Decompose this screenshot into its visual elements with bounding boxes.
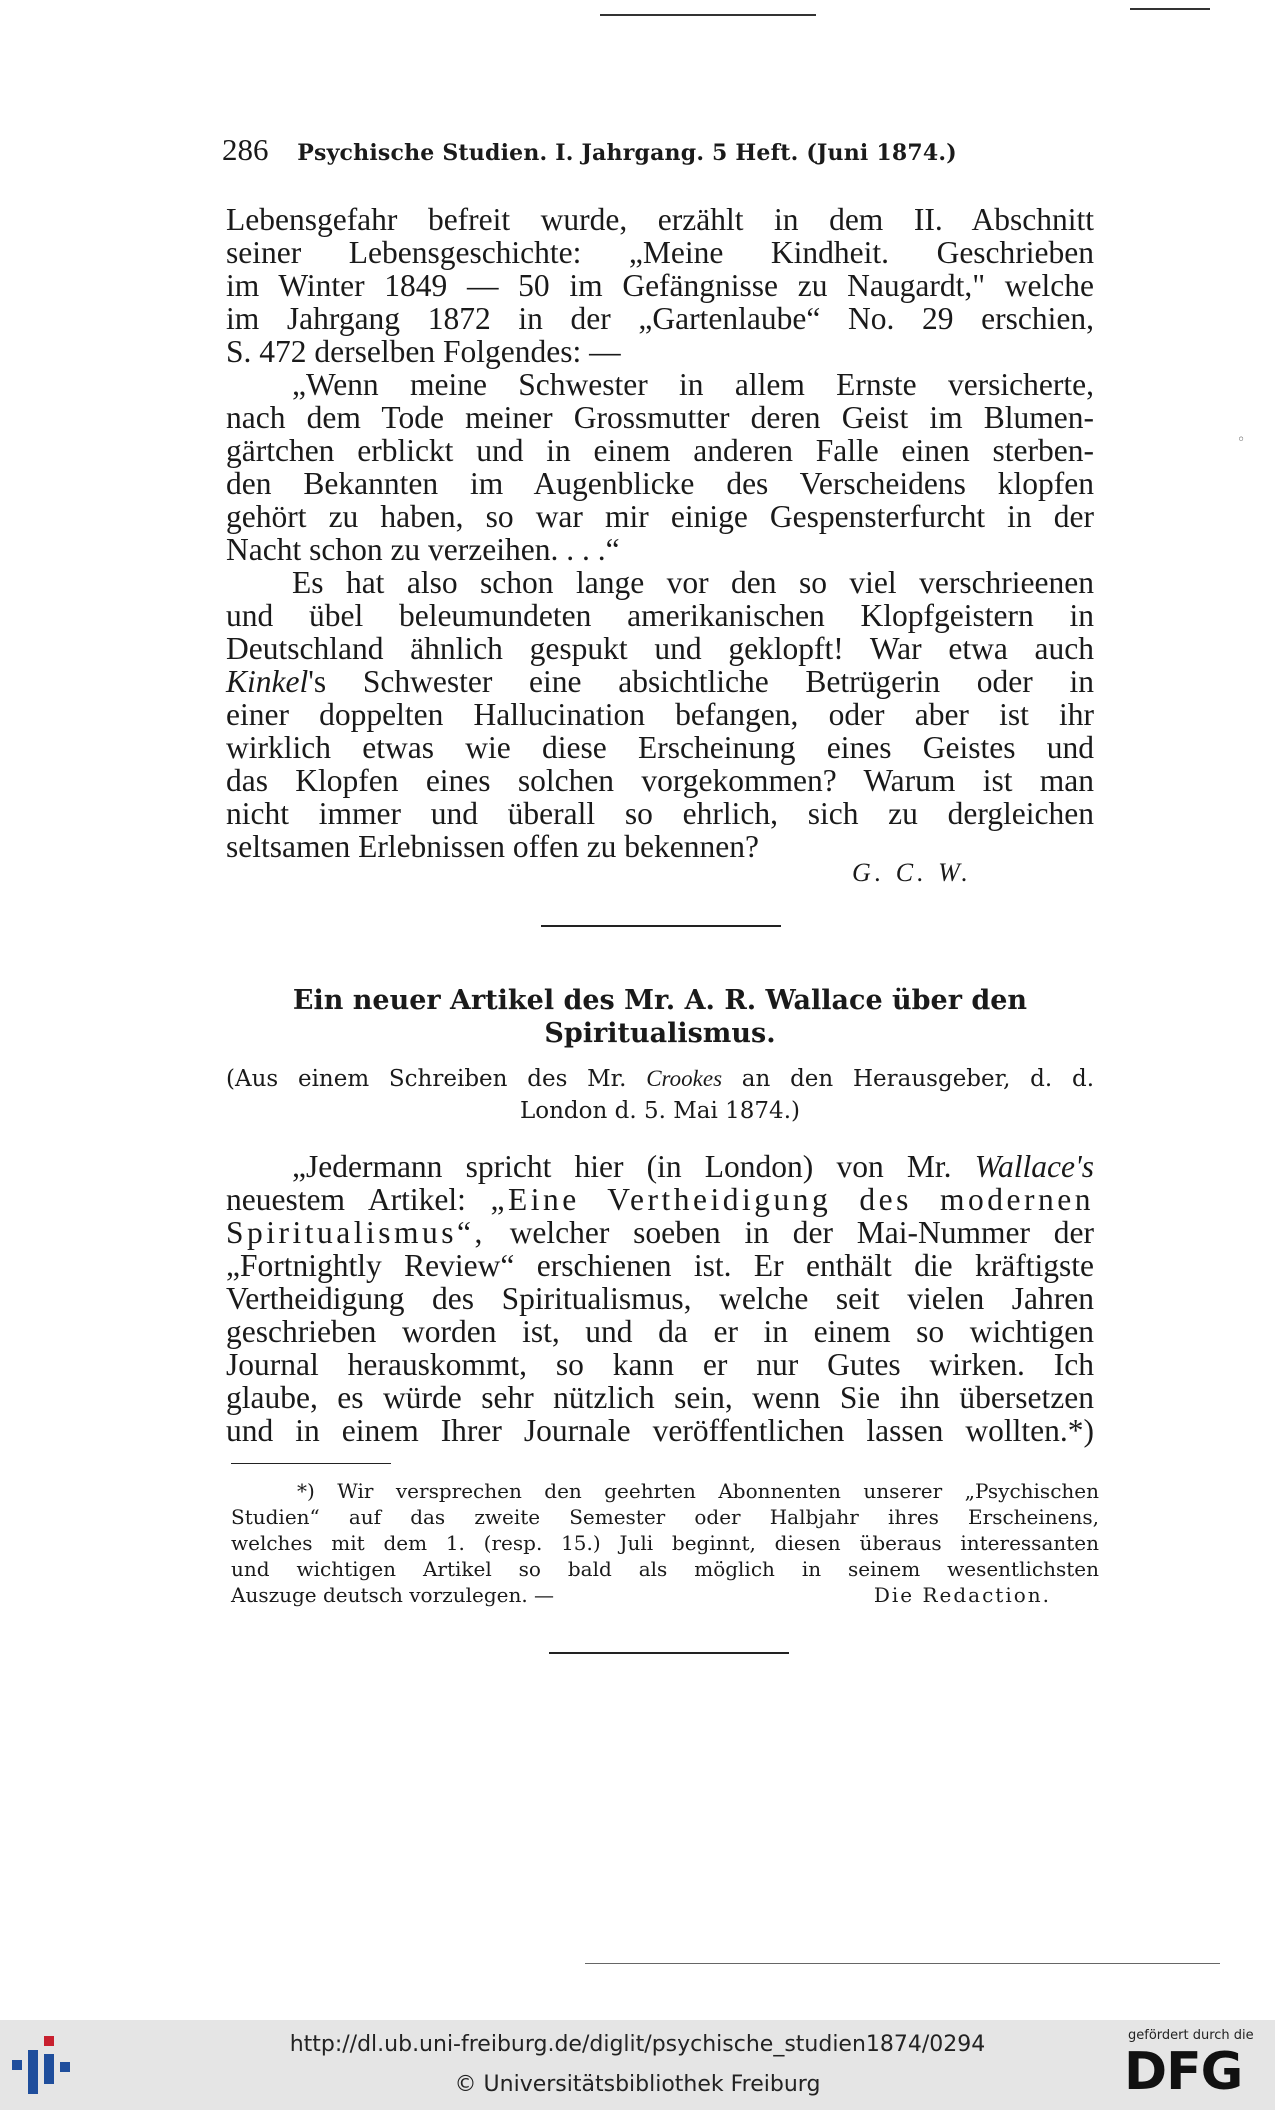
text-line: nicht immer und überall so ehrlich, sich zu dergleichen (226, 796, 1094, 831)
text-line: seltsamen Erlebnissen offen zu bekennen? (226, 829, 759, 864)
text-line: nach dem Tode meiner Grossmutter deren Geist im Blumen- (226, 400, 1094, 435)
text-line (226, 1150, 1094, 1183)
footnote-line: welches mit dem 1. (resp. 15.) Juli beginnt, diesen überaus interessanten (231, 1531, 1099, 1555)
text-line: Nacht schon zu verzeihen. . . .“ (226, 532, 620, 567)
l3-rest: welcher soeben in der Mai-Nummer der (509, 1215, 1094, 1250)
text-line: und übel beleumundeten amerikanischen Klopfgeistern in (226, 598, 1094, 633)
body-text-part1 (226, 203, 1094, 863)
funder-caption: gefördert durch die (1128, 2028, 1254, 2043)
footnote-last-line (231, 1582, 1051, 1608)
text-line: das Klopfen eines solchen vorgekommen? Warum ist man (226, 763, 1094, 798)
section-divider (541, 925, 781, 927)
text-line (226, 665, 1094, 698)
scan-top-line-right (1130, 8, 1210, 10)
text-line: Journal herauskommt, so kann er nur Gutes wirken. Ich (226, 1347, 1094, 1382)
article-title-line2: Spiritualismus. (544, 1018, 776, 1049)
text-line: wirklich etwas wie diese Erscheinung eines Geistes und (226, 730, 1094, 765)
source-pre: (Aus einem Schreiben des Mr. (226, 1066, 627, 1092)
copyright-notice: © Universitätsbibliothek Freiburg (454, 2072, 821, 2097)
footnote (231, 1478, 1099, 1608)
text-line: im Winter 1849 — 50 im Gefängnisse zu Naugardt," welche (226, 268, 1094, 303)
running-title: Psychische Studien. I. Jahrgang. 5 Heft. (Juni 1874.) (297, 140, 957, 166)
text-line (226, 1216, 1094, 1249)
article-body (226, 1150, 1094, 1447)
scan-speck: ◦ (1237, 432, 1246, 448)
footnote-last-left: Auszuge deutsch vorzulegen. — (231, 1583, 555, 1607)
text-line: Deutschland ähnlich gespukt und geklopft! War etwa auch (226, 631, 1094, 666)
article-title-line1: Ein neuer Artikel des Mr. A. R. Wallace über den (292, 985, 1028, 1016)
kinkel-rest: 's Schwester eine absichtliche Betrügerin oder in (308, 664, 1094, 699)
l1-pre: „Jedermann spricht hier (in London) von Mr. (292, 1149, 952, 1184)
source-post: an den Herausgeber, d. d. (741, 1066, 1095, 1092)
text-line: Es hat also schon lange vor den so viel verschrieenen (292, 565, 1094, 600)
source-date: London d. 5. Mai 1874.) (520, 1098, 800, 1124)
text-line: im Jahrgang 1872 in der „Gartenlaube“ No. 29 erschien, (226, 301, 1094, 336)
running-head (222, 132, 1022, 168)
text-line: und in einem Ihrer Journale veröffentlichen lassen wollten.*) (226, 1413, 1094, 1448)
text-line: seiner Lebensgeschichte: „Meine Kindheit. Geschrieben (226, 235, 1094, 270)
dfg-logo (1120, 2028, 1270, 2108)
scan-bottom-line (585, 1963, 1220, 1964)
footnote-rule (231, 1463, 391, 1464)
text-line: S. 472 derselben Folgendes: — (226, 334, 621, 369)
text-line: gärtchen erblickt und in einem anderen Falle einen sterben- (226, 433, 1094, 468)
text-line: einer doppelten Hallucination befangen, oder aber ist ihr (226, 697, 1094, 732)
footnote-line: und wichtigen Artikel so bald als möglich in seinem wesentlichsten (231, 1557, 1099, 1581)
signature: G. C. W. (852, 858, 972, 887)
footnote-line: Studien“ auf das zweite Semester oder Halbjahr ihres Erscheinens, (231, 1505, 1099, 1529)
text-line (226, 1183, 1094, 1216)
end-divider (549, 1652, 789, 1654)
kinkel-name: Kinkel (226, 664, 309, 699)
dfg-logo-text: DFG (1124, 2042, 1243, 2102)
article-title (226, 984, 1094, 1050)
editor-signature: Die Redaction. (873, 1583, 1051, 1607)
text-line: den Bekannten im Augenblicke des Verscheidens klopfen (226, 466, 1094, 501)
source-line (226, 1063, 1094, 1095)
source-url[interactable]: http://dl.ub.uni-freiburg.de/diglit/psychische_studien1874/0294 (289, 2032, 986, 2057)
article-quoted-title-end: Spiritualismus“, (226, 1215, 486, 1250)
text-line: Vertheidigung des Spiritualismus, welche seit vielen Jahren (226, 1281, 1094, 1316)
text-line: glaube, es würde sehr nützlich sein, wenn Sie ihn übersetzen (226, 1380, 1094, 1415)
text-line: gehört zu haben, so war mir einige Gespensterfurcht in der (226, 499, 1094, 534)
l2-pre: neuestem Artikel: (226, 1182, 466, 1217)
text-line: „Wenn meine Schwester in allem Ernste versicherte, (292, 367, 1094, 402)
wallace-name: Wallace's (974, 1149, 1094, 1184)
text-line: „Fortnightly Review“ erschienen ist. Er enthält die kräftigste (226, 1248, 1094, 1283)
source-note (226, 1063, 1094, 1127)
scan-top-line (600, 14, 816, 16)
crookes-name: Crookes (646, 1066, 723, 1091)
page-number: 286 (222, 132, 269, 167)
text-line: geschrieben worden ist, und da er in einem so wichtigen (226, 1314, 1094, 1349)
footnote-line: *) Wir versprechen den geehrten Abonnenten unserer „Psychischen (297, 1479, 1099, 1503)
article-quoted-title: „Eine Vertheidigung des modernen (490, 1182, 1094, 1217)
text-line: Lebensgefahr befreit wurde, erzählt in dem II. Abschnitt (226, 202, 1094, 237)
